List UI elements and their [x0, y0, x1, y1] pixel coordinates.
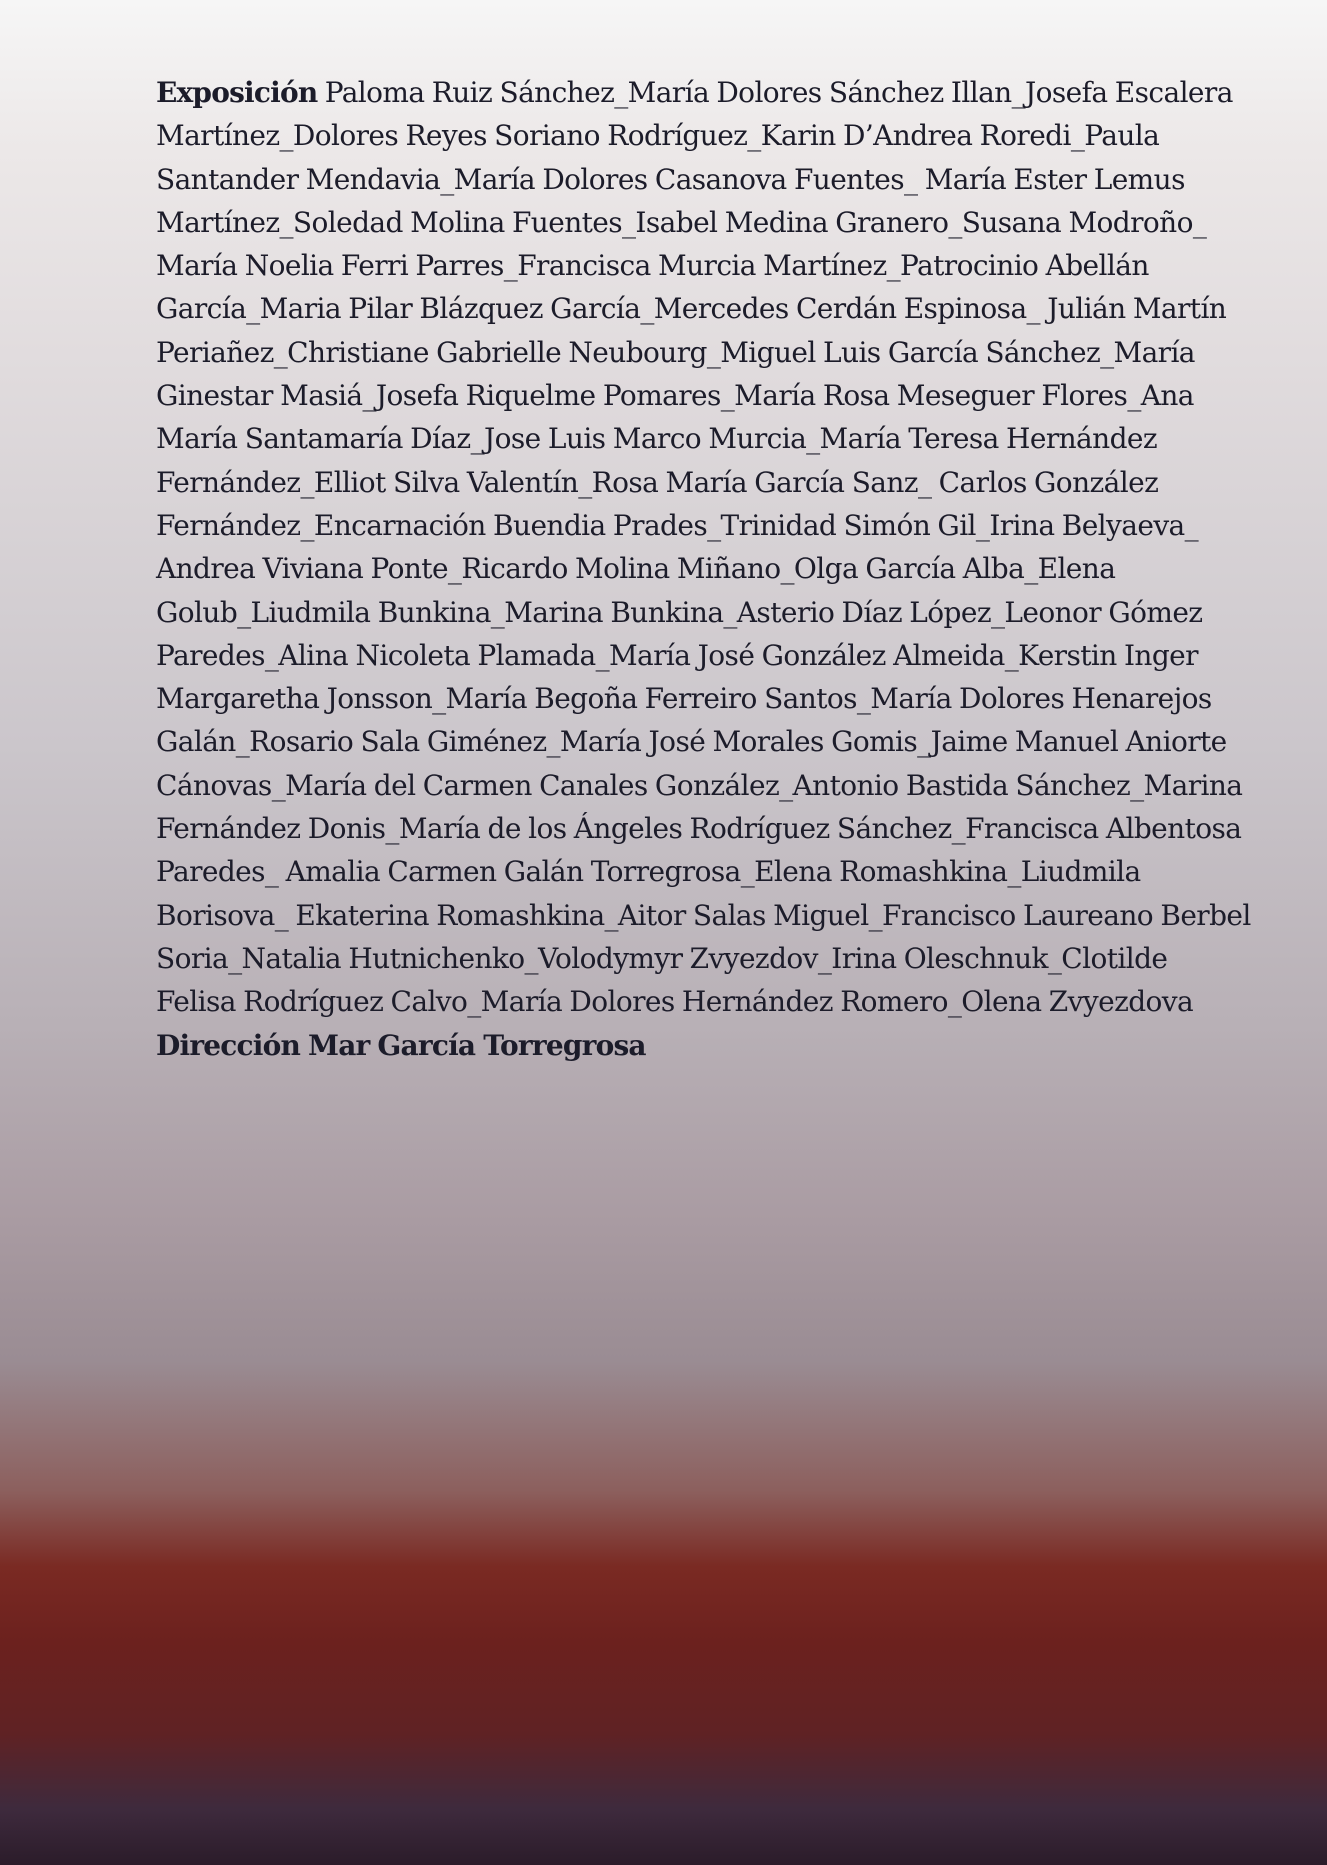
exhibition-names-line: Margaretha Jonsson_María Begoña Ferreiro Santos_María Dolores Henarejos — [156, 682, 1212, 716]
exhibition-names-line: Cánovas_María del Carmen Canales González_Antonio Bastida Sánchez_Marina — [156, 768, 1243, 802]
direction-text: Dirección Mar García Torregrosa — [156, 1028, 646, 1062]
exhibition-heading: Exposición — [156, 76, 318, 109]
exhibition-names-line: Fernández Donis_María de los Ángeles Rodríguez Sánchez_Francisca Albentosa — [156, 812, 1242, 846]
exhibition-names-line: Santander Mendavia_María Dolores Casanova Fuentes_ María Ester Lemus — [156, 162, 1185, 196]
credits-line-1 — [156, 71, 1266, 114]
exhibition-names-line: Martínez_Dolores Reyes Soriano Rodríguez_Karin D’Andrea Roredi_Paula — [156, 119, 1160, 153]
exhibition-names-line: María Noelia Ferri Parres_Francisca Murcia Martínez_Patrocinio Abellán — [156, 249, 1149, 283]
exhibition-names-line: Paredes_ Amalia Carmen Galán Torregrosa_Elena Romashkina_Liudmila — [156, 855, 1141, 889]
exhibition-names-line: Periañez_Christiane Gabrielle Neubourg_Miguel Luis García Sánchez_María — [156, 335, 1195, 369]
exhibition-names-line: Andrea Viviana Ponte_Ricardo Molina Miñano_Olga García Alba_Elena — [156, 552, 1116, 586]
exhibition-names-line: Soria_Natalia Hutnichenko_Volodymyr Zvyezdov_Irina Oleschnuk_Clotilde — [156, 941, 1168, 975]
direction-credit — [156, 1024, 1266, 1067]
exhibition-names-line: Paredes_Alina Nicoleta Plamada_María José González Almeida_Kerstin Inger — [156, 638, 1198, 672]
exhibition-names-line: Martínez_Soledad Molina Fuentes_Isabel Medina Granero_Susana Modroño_ — [156, 205, 1207, 239]
exhibition-names-line: Galán_Rosario Sala Giménez_María José Morales Gomis_Jaime Manuel Aniorte — [156, 725, 1227, 759]
exhibition-names-line: Borisova_ Ekaterina Romashkina_Aitor Salas Miguel_Francisco Laureano Berbel — [156, 898, 1251, 932]
exhibition-names-line: Fernández_Encarnación Buendia Prades_Trinidad Simón Gil_Irina Belyaeva_ — [156, 508, 1199, 542]
exhibition-names-line: Golub_Liudmila Bunkina_Marina Bunkina_Asterio Díaz López_Leonor Gómez — [156, 595, 1203, 629]
exhibition-names-line: Felisa Rodríguez Calvo_María Dolores Hernández Romero_Olena Zvyezdova — [156, 985, 1194, 1019]
exhibition-names-line: García_Maria Pilar Blázquez García_Mercedes Cerdán Espinosa_ Julián Martín — [156, 292, 1227, 326]
exhibition-names-line: María Santamaría Díaz_Jose Luis Marco Murcia_María Teresa Hernández — [156, 422, 1158, 456]
exhibition-names-line: Ginestar Masiá_Josefa Riquelme Pomares_María Rosa Meseguer Flores_Ana — [156, 379, 1194, 413]
exhibition-names-line: Paloma Ruiz Sánchez_María Dolores Sánchez Illan_Josefa Escalera — [324, 76, 1233, 109]
exhibition-names-line: Fernández_Elliot Silva Valentín_Rosa María García Sanz_ Carlos González — [156, 465, 1159, 499]
credits-text — [156, 71, 1266, 1067]
